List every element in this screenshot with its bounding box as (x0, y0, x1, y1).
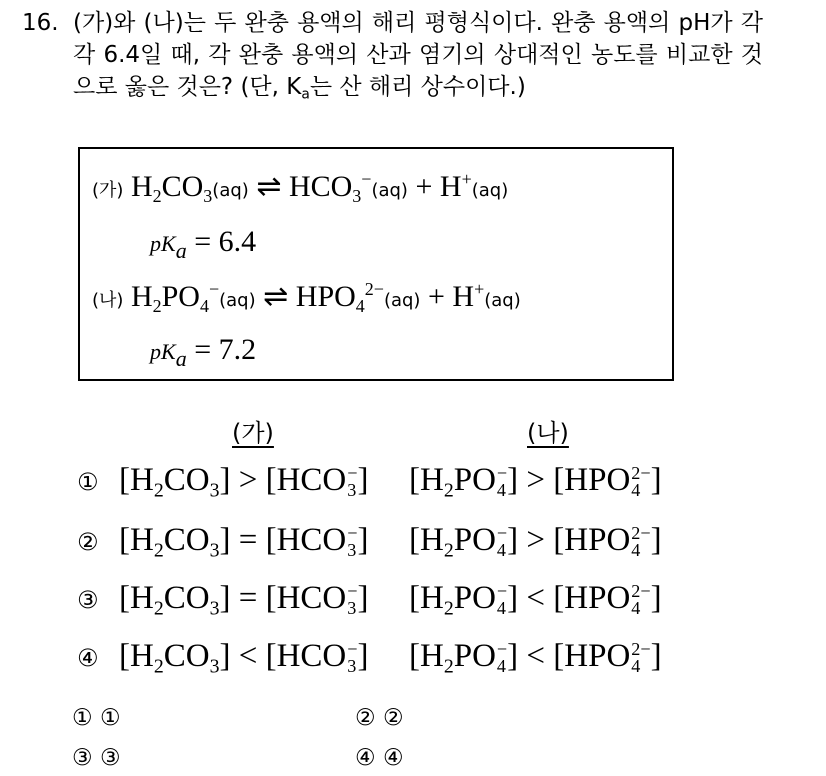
pka-b-subscript: a (175, 346, 187, 372)
option-4-left-operator: < (238, 638, 258, 674)
equation-b-arrow: ⇌ (263, 280, 289, 313)
equation-a (92, 169, 508, 204)
answer-choice-3[interactable] (72, 745, 121, 771)
answer-choice-2-value: ② (382, 705, 404, 731)
option-4-mark: ④ (77, 644, 99, 672)
option-3-left-operator: = (238, 580, 258, 616)
answer-choice-2[interactable] (355, 705, 404, 731)
equation-a-base: $HCO_3^-$ (288, 168, 372, 206)
equation-a-proton: H+ (439, 168, 472, 203)
equation-a-phase-2: (aq) (371, 180, 408, 201)
ka-symbol: K (286, 74, 302, 100)
option-1-left: $[H_2CO_3] > [HCO$ − 3 ] (119, 462, 369, 502)
option-1-left-operator: > (238, 462, 258, 498)
pka-a-symbol: pK (150, 231, 176, 256)
option-3 (77, 580, 662, 618)
question-number: 16. (22, 10, 59, 36)
column-header-a: (가) (232, 419, 274, 447)
option-2-left-operator: = (238, 522, 258, 558)
equation-b-base: $HPO_4^{2-}$ (295, 278, 384, 316)
answer-choice-3-value: ③ (99, 745, 121, 771)
answer-choice-1[interactable] (72, 705, 121, 731)
equation-b-phase-1: (aq) (219, 290, 256, 311)
answer-choice-4-value: ④ (382, 745, 404, 771)
answer-choice-4-number: ④ (355, 745, 376, 771)
column-header-b: (나) (527, 419, 569, 447)
answer-choice-1-value: ① (99, 705, 121, 731)
option-2-left: $[H_2CO_3] = [HCO$ − 3 ] (119, 522, 369, 562)
option-3-right-operator: < (526, 580, 546, 616)
equation-a-phase-3: (aq) (471, 180, 509, 201)
question-body: (가)와 (나)는 두 완충 용액의 해리 평형식이다. 완충 용액의 pH가 각각 6.4일 때, 각 완충 용액의 산과 염기의 상대적인 농도를 비교한 것으로 옳은 것은? (단, (73, 10, 763, 100)
pka-a (150, 225, 257, 264)
plus-sign: + (415, 170, 433, 203)
option-1 (77, 462, 662, 500)
equation-a-arrow: ⇌ (256, 170, 282, 203)
equation-a-acid: $H_2CO_3$ (130, 170, 213, 206)
option-3-left: $[H_2CO_3] = [HCO$ − 3 ] (119, 580, 369, 620)
option-1-right: [$H_2PO$ − 4 ] > [HPO 2− 4 ] (409, 462, 662, 502)
option-4-left: $[H_2CO_3] < [HCO$ − 3 ] (119, 638, 369, 678)
plus-sign: + (427, 280, 445, 313)
option-2-mark: ② (77, 528, 99, 556)
question-body-end: 는 산 해리 상수이다.) (309, 74, 526, 100)
option-3-mark: ③ (77, 586, 99, 614)
option-3-right: [$H_2PO$ − 4 ] < [HPO 2− 4 ] (409, 580, 662, 620)
equation-box (78, 147, 674, 381)
equation-b-phase-2: (aq) (383, 290, 421, 311)
answer-choice-2-number: ② (355, 705, 376, 731)
pka-a-value: = 6.4 (194, 225, 257, 258)
equation-b (92, 279, 521, 314)
option-1-mark: ① (77, 468, 99, 496)
equation-b-label: (나) (92, 290, 124, 311)
option-2-right-operator: > (526, 522, 546, 558)
equation-b-phase-3: (aq) (484, 290, 521, 311)
equation-a-phase-1: (aq) (212, 180, 249, 201)
equation-b-proton: H+ (452, 278, 485, 313)
answer-choice-4[interactable] (355, 745, 404, 771)
option-1-right-operator: > (526, 462, 546, 498)
equation-b-acid: $H_2PO_4^-$ (130, 278, 220, 316)
option-2-right: [$H_2PO$ − 4 ] > [HPO 2− 4 ] (409, 522, 662, 562)
pka-b (150, 333, 257, 372)
option-4-right: [$H_2PO$ − 4 ] < [HPO 2− 4 ] (409, 638, 662, 678)
equation-a-label: (가) (92, 180, 124, 201)
pka-b-symbol: pK (150, 339, 176, 364)
option-2 (77, 522, 662, 560)
ka-subscript: a (301, 86, 310, 103)
pka-a-subscript: a (175, 238, 187, 264)
pka-b-value: = 7.2 (194, 333, 257, 366)
option-4 (77, 638, 662, 676)
answer-choice-3-number: ③ (72, 745, 93, 771)
question-text (73, 7, 763, 103)
option-4-right-operator: < (526, 638, 546, 674)
answer-choice-1-number: ① (72, 705, 93, 731)
